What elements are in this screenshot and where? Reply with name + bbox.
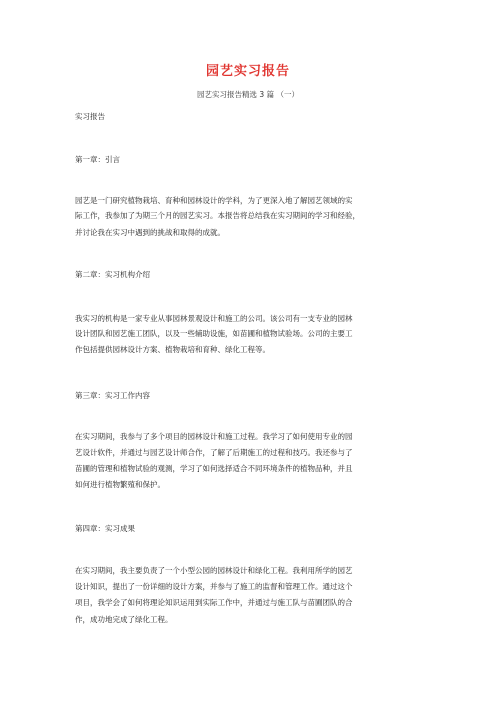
section-heading: 第三章：实习工作内容 (75, 391, 150, 400)
paragraph-line: 作，成功地完成了绿化工程。 (75, 615, 173, 624)
paragraph-line: 并讨论我在实习中遇到的挑战和取得的成就。 (75, 228, 225, 237)
paragraph-line: 我实习的机构是一家专业从事园林景观设计和施工的公司。该公司有一支专业的园林 (75, 314, 353, 323)
paragraph-line: 苗圃的管理和植物试验的观测，学习了如何选择适合不同环境条件的植物品种，并且 (75, 464, 353, 473)
paragraph-line: 设计团队和园艺施工团队，以及一些辅助设施，如苗圃和植物试验场。公司的主要工 (75, 329, 353, 338)
section-heading: 第一章：引言 (75, 155, 120, 164)
report-label: 实习报告 (75, 112, 105, 121)
paragraph-line: 际工作，我参加了为期三个月的园艺实习。本报告将总结我在实习期间的学习和经验， (75, 211, 360, 220)
paragraph-line: 如何进行植物繁殖和保护。 (75, 480, 165, 489)
paragraph-line: 设计知识，提出了一份详细的设计方案，并参与了施工的监督和管理工作。通过这个 (75, 582, 353, 591)
section-heading: 第二章：实习机构介绍 (75, 270, 150, 279)
paragraph-line: 项目，我学会了如何将理论知识运用到实际工作中，并通过与施工队与苗圃团队的合 (75, 598, 353, 607)
paragraph-line: 在实习期间，我参与了多个项目的园林设计和施工过程。我学习了如何使用专业的园 (75, 432, 353, 441)
paragraph-line: 在实习期间，我主要负责了一个小型公园的园林设计和绿化工程。我利用所学的园艺 (75, 566, 353, 575)
page-subtitle: 园艺实习报告精选 3 篇 （一） (197, 90, 299, 99)
paragraph-line: 艺设计软件，并通过与园艺设计师合作，了解了后期施工的过程和技巧。我还参与了 (75, 448, 353, 457)
page-title: 园艺实习报告 (205, 64, 290, 79)
section-heading: 第四章：实习成果 (75, 524, 135, 533)
paragraph-line: 作包括提供园林设计方案、植物栽培和育种、绿化工程等。 (75, 345, 270, 354)
paragraph-line: 园艺是一门研究植物栽培、育种和园林设计的学科，为了更深入地了解园艺领域的实 (75, 196, 353, 205)
